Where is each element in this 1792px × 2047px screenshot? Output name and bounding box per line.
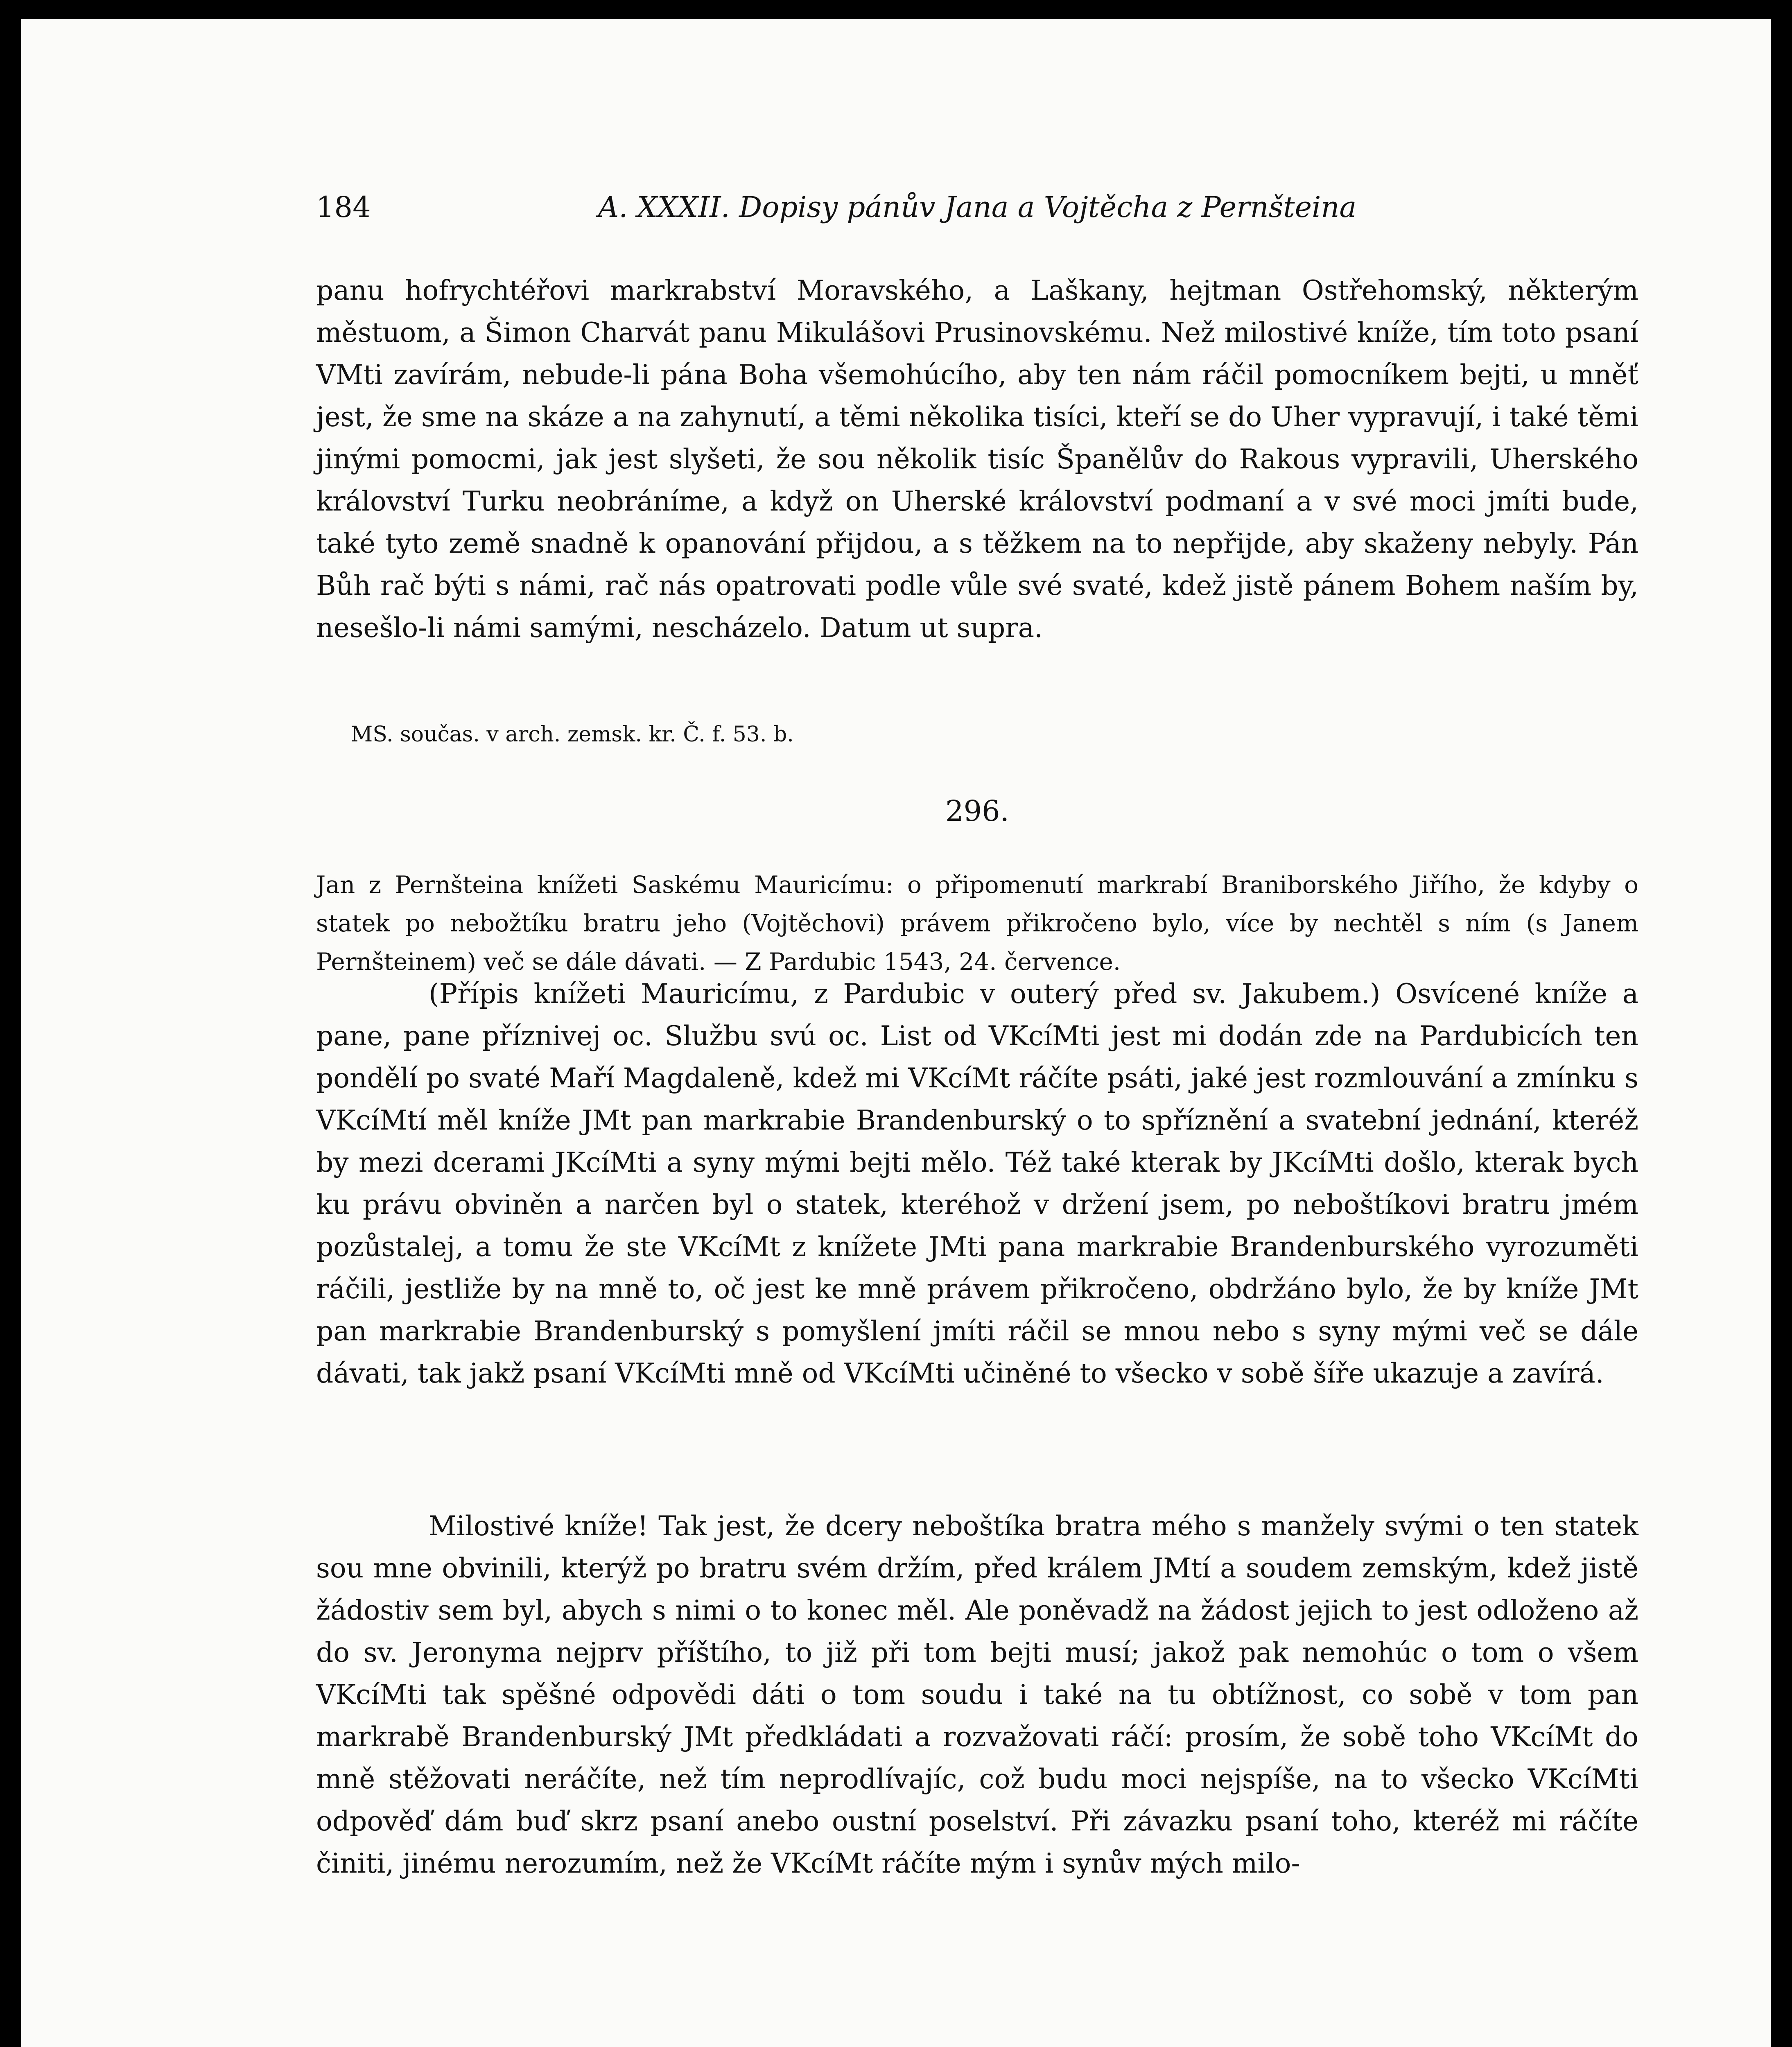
letter-paragraph: Milostivé kníže! Tak jest, že dcery neboštíka bratra mého s manžely svými o ten statek sou mne obvinili, kterýž po bratru svém držím, před králem JMtí a soudem zemským, kdež jistě žádostiv sem byl, abych s nimi o to konec měl. Ale poněvadž na žádost jejich to jest odloženo až do sv. Jeronyma nejprv příštího, to již při tom bejti musí; jakož pak nemohúc o tom o všem VKcíMti tak spěšné odpovědi dáti o tom soudu i také na tu obtížnost, co sobě v tom pan markrabě Brandenburský JMt předkládati a rozvažovati ráčí: prosím, že sobě toho VKcíMt do mně stěžovati neráčíte, než tím neprodlívajíc, což budu moci nejspíše, na to všecko VKcíMti odpověď dám buď skrz psaní anebo oustní poselství. Při závazku psaní toho, kteréž mi ráčíte činiti, jinému nerozumím, než že VKcíMt ráčíte mým i synův mých milo- <box>316 1510 1638 1879</box>
scanned-page <box>21 19 1771 2047</box>
page-header <box>316 185 1638 234</box>
document-summary: Jan z Pernšteina knížeti Saskému Mauricímu: o připomenutí markrabí Braniborského Jiřího, že kdyby o statek po nebožtíku bratru jeho (Vojtěchovi) právem přikročeno bylo, více by nechtěl s ním (s Janem Pernšteinem) več se dále dávati. — Z Pardubic 1543, 24. července. <box>316 871 1638 976</box>
running-title: A. XXXII. Dopisy pánův Jana a Vojtěcha z Pernšteina <box>598 190 1357 224</box>
letter-paragraph: (Přípis knížeti Mauricímu, z Pardubic v outerý před sv. Jakubem.) Osvícené kníže a pane, pane příznivej oc. Službu svú oc. List od VKcíMti jest mi dodán zde na Pardubicích ten pondělí po svaté Maří Magdaleně, kdež mi VKcíMt ráčíte psáti, jaké jest rozmlouvání a zmínku s VKcíMtí měl kníže JMt pan markrabie Brandenburský o to spříznění a svatební jednání, kteréž by mezi dcerami JKcíMti a syny mými bejti mělo. Též také kterak by JKcíMti došlo, kterak bych ku právu obviněn a narčen byl o statek, kteréhož v držení jsem, po neboštíkovi bratru jmém pozůstalej, a tomu že ste VKcíMt z knížete JMti pana markrabie Brandenburského vyrozuměti ráčili, jestliže by na mně to, oč jest ke mně právem přikročeno, obdržáno bylo, že by kníže JMt pan markrabie Brandenburský s pomyšlení jmíti ráčil se mnou nebo s syny mými več se dále dávati, tak jakž psaní VKcíMti mně od VKcíMti učiněné to všecko v sobě šíře ukazuje a zavírá. <box>316 978 1638 1389</box>
source-note: MS. součas. v arch. zemsk. kr. Č. f. 53. b. <box>351 722 794 747</box>
continuation-paragraph: panu hofrychtéřovi markrabství Moravského, a Laškany, hejtman Ostřehomský, některým městuom, a Šimon Charvát panu Mikulášovi Prusinovskému. Než milostivé kníže, tím toto psaní VMti zavírám, nebude-li pána Boha všemohúcího, aby ten nám ráčil pomocníkem bejti, u mněť jest, že sme na skáze a na zahynutí, a těmi několika tisíci, kteří se do Uher vypravují, i také těmi jinými pomocmi, jak jest slyšeti, že sou několik tisíc Španělův do Rakous vypravili, Uherského království Turku neobráníme, a když on Uherské království podmaní a v své moci jmíti bude, také tyto země snadně k opanování přijdou, a s těžkem na to nepřijde, aby skaženy nebyly. Pán Bůh rač býti s námi, rač nás opatrovati podle vůle své svaté, kdež jistě pánem Bohem naším by, nesešlo-li námi samými, nescházelo. Datum ut supra. <box>316 275 1638 644</box>
page-number: 184 <box>316 190 371 224</box>
document-number: 296. <box>945 794 1009 828</box>
